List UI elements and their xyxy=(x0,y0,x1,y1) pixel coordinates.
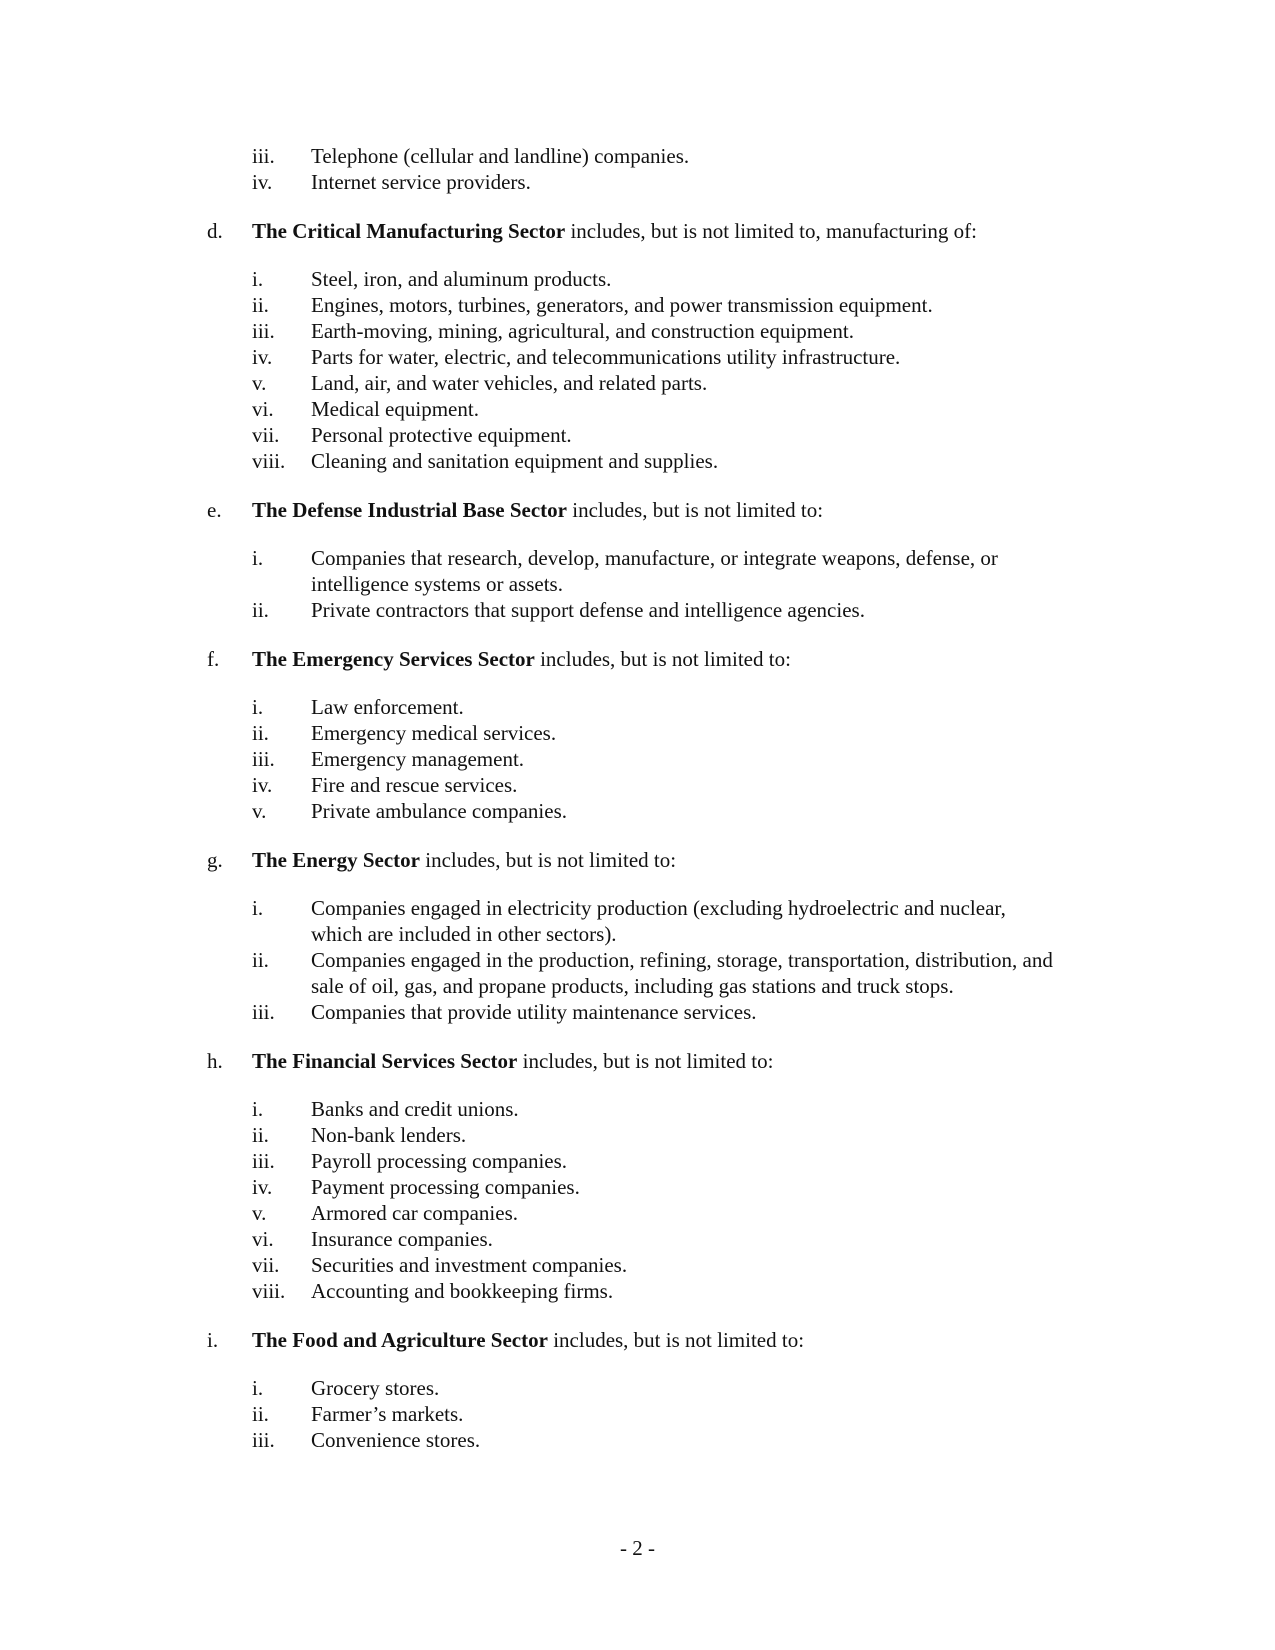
list-item-number: iii. xyxy=(252,1000,275,1024)
list-item-text: Banks and credit unions. xyxy=(311,1097,519,1121)
list-item-text: Cleaning and sanitation equipment and supplies. xyxy=(311,449,719,473)
list-item xyxy=(0,1375,1275,1401)
section-intro xyxy=(252,1048,773,1074)
list-item xyxy=(0,169,1275,195)
list-item-number: i. xyxy=(252,267,264,291)
list-item xyxy=(0,720,1275,746)
list-item-number: ii. xyxy=(252,598,269,622)
section-intro-rest: includes, but is not limited to, manufacturing of: xyxy=(565,219,977,243)
list-item-number: i. xyxy=(252,896,264,920)
list-item-text: Parts for water, electric, and telecommunications utility infrastructure. xyxy=(311,345,901,369)
list-item xyxy=(0,1427,1275,1453)
list-item-text: Personal protective equipment. xyxy=(311,423,572,447)
list-item xyxy=(0,1252,1275,1278)
section-letter: d. xyxy=(207,219,223,243)
section-heading xyxy=(0,497,1275,523)
section-heading xyxy=(0,646,1275,672)
list-item-text: Armored car companies. xyxy=(311,1201,518,1225)
list-item-number: iii. xyxy=(252,1428,275,1452)
list-item-text: Insurance companies. xyxy=(311,1227,493,1251)
list-item xyxy=(0,1226,1275,1252)
section-heading xyxy=(0,218,1275,244)
list-item-number: iv. xyxy=(252,1175,273,1199)
list-item-number: iv. xyxy=(252,170,273,194)
list-item xyxy=(0,1174,1275,1200)
section-intro xyxy=(252,1327,804,1353)
section-heading xyxy=(0,847,1275,873)
section-intro xyxy=(252,497,823,523)
sector-name: The Financial Services Sector xyxy=(252,1049,518,1073)
list-item-number: v. xyxy=(252,799,267,823)
page-number: - 2 - xyxy=(620,1536,655,1560)
list-item xyxy=(0,947,1275,973)
list-item xyxy=(0,1122,1275,1148)
list-item xyxy=(0,318,1275,344)
list-item-text: intelligence systems or assets. xyxy=(311,572,563,596)
list-item xyxy=(0,694,1275,720)
list-item xyxy=(0,545,1275,571)
list-item-text: Companies engaged in the production, refining, storage, transportation, distribution, and xyxy=(311,948,1053,972)
list-item xyxy=(0,143,1275,169)
list-item-number: vi. xyxy=(252,397,274,421)
section-intro-rest: includes, but is not limited to: xyxy=(419,848,677,872)
list-item-text: Law enforcement. xyxy=(311,695,464,719)
list-item xyxy=(0,448,1275,474)
list-item-text: Internet service providers. xyxy=(311,170,531,194)
list-item xyxy=(0,396,1275,422)
section-letter: h. xyxy=(207,1049,223,1073)
list-item-number: vii. xyxy=(252,423,280,447)
section-intro xyxy=(252,218,977,244)
list-item-text: Steel, iron, and aluminum products. xyxy=(311,267,612,291)
list-item xyxy=(0,1200,1275,1226)
list-item-text: Companies that provide utility maintenance services. xyxy=(311,1000,757,1024)
section-letter: i. xyxy=(207,1328,219,1352)
list-item-text: sale of oil, gas, and propane products, including gas stations and truck stops. xyxy=(311,974,954,998)
list-item-number: iii. xyxy=(252,144,275,168)
list-item xyxy=(0,422,1275,448)
list-item-text: Private ambulance companies. xyxy=(311,799,567,823)
section-letter: g. xyxy=(207,848,223,872)
section-intro-rest: includes, but is not limited to: xyxy=(566,498,824,522)
list-item-number: iv. xyxy=(252,345,273,369)
list-item xyxy=(0,1278,1275,1304)
list-item-text: Payroll processing companies. xyxy=(311,1149,568,1173)
sector-sections xyxy=(0,218,1275,1453)
list-item-number: vii. xyxy=(252,1253,280,1277)
list-item-text: Emergency medical services. xyxy=(311,721,557,745)
list-item-number: vi. xyxy=(252,1227,274,1251)
list-item-number: ii. xyxy=(252,1123,269,1147)
list-item-number: ii. xyxy=(252,1402,269,1426)
list-item-number: v. xyxy=(252,371,267,395)
list-item-text: Convenience stores. xyxy=(311,1428,481,1452)
sector-name: The Food and Agriculture Sector xyxy=(252,1328,548,1352)
list-item-continuation xyxy=(0,571,1275,597)
list-item-number: iii. xyxy=(252,319,275,343)
list-item xyxy=(0,772,1275,798)
list-item xyxy=(0,746,1275,772)
list-item-text: Emergency management. xyxy=(311,747,525,771)
section-intro-rest: includes, but is not limited to: xyxy=(547,1328,805,1352)
sector-name: The Energy Sector xyxy=(252,848,420,872)
list-item xyxy=(0,370,1275,396)
list-item-text: Farmer’s markets. xyxy=(311,1402,464,1426)
list-item-text: Securities and investment companies. xyxy=(311,1253,628,1277)
list-item xyxy=(0,1401,1275,1427)
sector-name: The Defense Industrial Base Sector xyxy=(252,498,567,522)
list-item xyxy=(0,999,1275,1025)
section-intro-rest: includes, but is not limited to: xyxy=(517,1049,774,1073)
document-body xyxy=(0,143,1275,1453)
list-item-number: i. xyxy=(252,1376,264,1400)
list-item-number: ii. xyxy=(252,293,269,317)
section-intro-rest: includes, but is not limited to: xyxy=(534,647,791,671)
section-heading xyxy=(0,1048,1275,1074)
list-item-continuation xyxy=(0,973,1275,999)
list-item-number: ii. xyxy=(252,721,269,745)
list-item xyxy=(0,597,1275,623)
list-item-text: Companies engaged in electricity production (excluding hydroelectric and nuclear, xyxy=(311,896,1006,920)
list-item-number: iii. xyxy=(252,747,275,771)
list-item-text: Fire and rescue services. xyxy=(311,773,518,797)
section-heading xyxy=(0,1327,1275,1353)
list-item-text: Payment processing companies. xyxy=(311,1175,580,1199)
list-item-number: ii. xyxy=(252,948,269,972)
list-item-text: Companies that research, develop, manufacture, or integrate weapons, defense, or xyxy=(311,546,998,570)
list-item xyxy=(0,344,1275,370)
list-item xyxy=(0,1148,1275,1174)
list-item-text: Private contractors that support defense and intelligence agencies. xyxy=(311,598,865,622)
list-item-number: i. xyxy=(252,546,264,570)
sector-name: The Critical Manufacturing Sector xyxy=(252,219,566,243)
list-item-text: Engines, motors, turbines, generators, and power transmission equipment. xyxy=(311,293,933,317)
list-item xyxy=(0,266,1275,292)
list-item-text: Grocery stores. xyxy=(311,1376,440,1400)
list-item-text: Non-bank lenders. xyxy=(311,1123,467,1147)
list-item-number: iii. xyxy=(252,1149,275,1173)
list-item xyxy=(0,292,1275,318)
list-item-text: Telephone (cellular and landline) companies. xyxy=(311,144,690,168)
list-item xyxy=(0,798,1275,824)
list-item-number: viii. xyxy=(252,449,286,473)
list-item-continuation xyxy=(0,921,1275,947)
section-letter: e. xyxy=(207,498,222,522)
list-item-text: Accounting and bookkeeping firms. xyxy=(311,1279,614,1303)
section-letter: f. xyxy=(207,647,220,671)
sector-name: The Emergency Services Sector xyxy=(252,647,535,671)
list-item xyxy=(0,1096,1275,1122)
list-item-number: v. xyxy=(252,1201,267,1225)
list-item-text: Medical equipment. xyxy=(311,397,479,421)
list-item-number: i. xyxy=(252,695,264,719)
list-item-text: which are included in other sectors). xyxy=(311,922,617,946)
list-item-text: Land, air, and water vehicles, and related parts. xyxy=(311,371,708,395)
section-intro xyxy=(252,646,791,672)
section-intro xyxy=(252,847,676,873)
list-item xyxy=(0,895,1275,921)
list-item-number: iv. xyxy=(252,773,273,797)
list-item-number: viii. xyxy=(252,1279,286,1303)
list-item-text: Earth-moving, mining, agricultural, and construction equipment. xyxy=(311,319,854,343)
list-item-number: i. xyxy=(252,1097,264,1121)
